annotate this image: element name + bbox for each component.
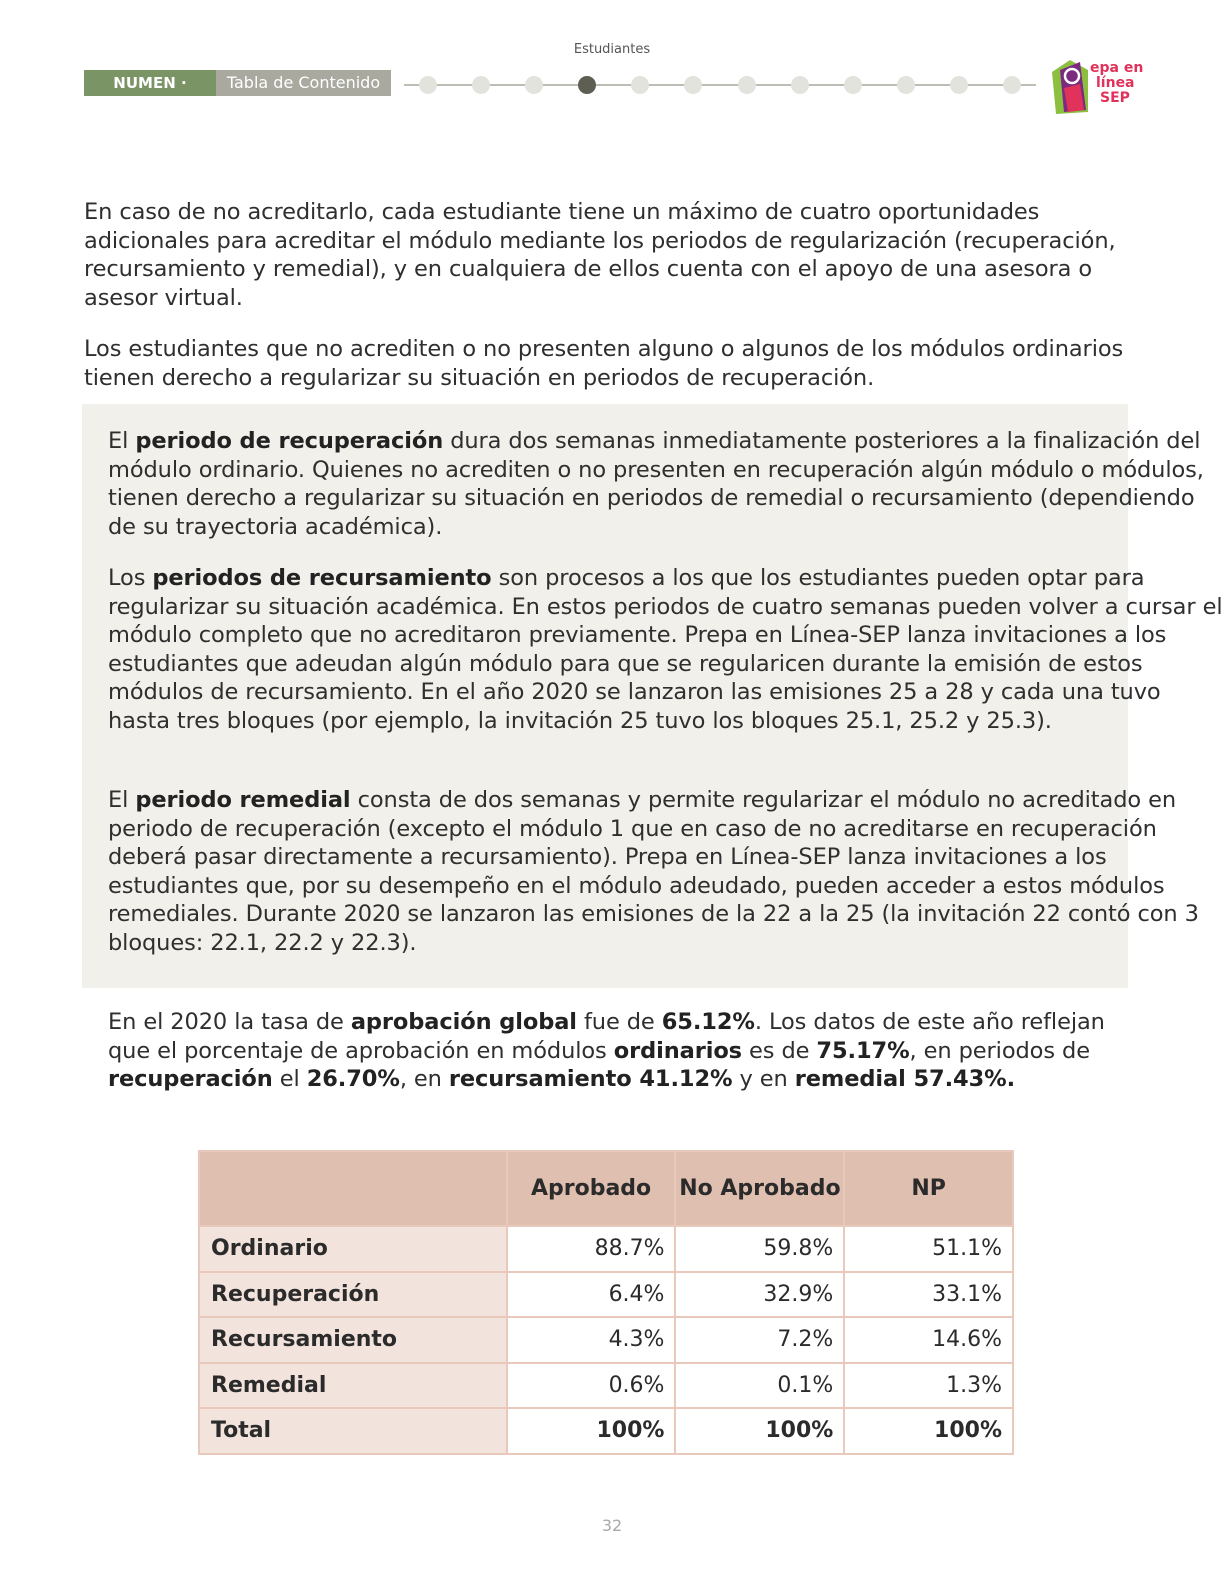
table-row bbox=[199, 1272, 1013, 1318]
table-header-not-approved: No Aprobado bbox=[675, 1151, 844, 1226]
remedial-period-definition: El periodo remedial consta de dos semanas y permite regularizar el módulo no acreditado en periodo de recuperación (excepto el módulo 1 que en caso de no acreditarse en recuperación deberá pasar directamente a recursamiento). Prepa en Línea-SEP lanza invitaciones a los estudiantes que, por su desempeño en el módulo adeudado, pueden acceder a estos módulos remediales. Durante 2020 se lanzaron las emisiones de la 22 a la 25 (la invitación 22 contó con 3 bloques: 22.1, 22.2 y 22.3). bbox=[108, 787, 1199, 956]
progress-dot[interactable] bbox=[684, 76, 702, 94]
table-header-np: NP bbox=[844, 1151, 1013, 1226]
table-header-approved: Aprobado bbox=[507, 1151, 676, 1226]
svg-text:epa en: epa en bbox=[1090, 60, 1144, 76]
row-label: Remedial bbox=[199, 1363, 507, 1409]
section-title: Estudiantes bbox=[573, 42, 651, 57]
table-cell: 4.3% bbox=[507, 1317, 676, 1363]
recovery-period-definition: El periodo de recuperación dura dos semanas inmediatamente posteriores a la finalización del módulo ordinario. Quienes no acrediten o no presenten en recuperación algún módulo o módulos, tienen derecho a regularizar su situación en periodos de remedial o recursamiento (dependiendo de su trayectoria académica). bbox=[108, 428, 1204, 540]
approval-table bbox=[198, 1150, 1014, 1455]
progress-dot[interactable] bbox=[1003, 76, 1021, 94]
svg-text:línea: línea bbox=[1096, 75, 1135, 91]
paragraph-opportunities: En caso de no acreditarlo, cada estudiante tiene un máximo de cuatro oportunidades adicionales para acreditar el módulo mediante los periodos de regularización (recuperación, recursamiento y remedial), y en cualquiera de ellos cuenta con el apoyo de una asesora o asesor virtual. bbox=[84, 199, 1116, 311]
progress-dot[interactable] bbox=[738, 76, 756, 94]
table-cell: 51.1% bbox=[844, 1226, 1013, 1272]
table-row bbox=[199, 1226, 1013, 1272]
progress-dot[interactable] bbox=[631, 76, 649, 94]
row-label: Total bbox=[199, 1408, 507, 1454]
table-header-row bbox=[199, 1151, 1013, 1226]
table-cell: 0.1% bbox=[675, 1363, 844, 1409]
table-cell: 33.1% bbox=[844, 1272, 1013, 1318]
progress-dot[interactable] bbox=[950, 76, 968, 94]
table-cell: 88.7% bbox=[507, 1226, 676, 1272]
row-label: Recuperación bbox=[199, 1272, 507, 1318]
progress-dot[interactable] bbox=[472, 76, 490, 94]
svg-text:SEP: SEP bbox=[1100, 90, 1130, 106]
row-label: Ordinario bbox=[199, 1226, 507, 1272]
table-cell: 100% bbox=[507, 1408, 676, 1454]
numen-label: NUMEN · 2020 bbox=[84, 70, 216, 96]
progress-dot[interactable] bbox=[525, 76, 543, 94]
table-cell: 6.4% bbox=[507, 1272, 676, 1318]
table-cell: 0.6% bbox=[507, 1363, 676, 1409]
table-cell: 100% bbox=[675, 1408, 844, 1454]
progress-dot[interactable] bbox=[419, 76, 437, 94]
table-of-contents-link[interactable]: Tabla de Contenido bbox=[216, 70, 391, 96]
approval-summary: En el 2020 la tasa de aprobación global fue de 65.12%. Los datos de este año reflejan que el porcentaje de aprobación en módulos ordinarios es de 75.17%, en periodos de recuperación el 26.70%, en recursamiento 41.12% y en remedial 57.43%. bbox=[108, 1009, 1105, 1093]
progress-dot[interactable] bbox=[791, 76, 809, 94]
paragraph-recovery-right: Los estudiantes que no acrediten o no presenten alguno o algunos de los módulos ordinarios tienen derecho a regularizar su situación en periodos de recuperación. bbox=[84, 336, 1124, 391]
table-cell: 100% bbox=[844, 1408, 1013, 1454]
page-number: 32 bbox=[601, 1516, 623, 1535]
table-cell: 32.9% bbox=[675, 1272, 844, 1318]
progress-dot[interactable] bbox=[844, 76, 862, 94]
table-total-row bbox=[199, 1408, 1013, 1454]
table-cell: 7.2% bbox=[675, 1317, 844, 1363]
progress-line bbox=[404, 84, 1036, 86]
table-header-empty bbox=[199, 1151, 507, 1226]
table-cell: 14.6% bbox=[844, 1317, 1013, 1363]
prepa-en-linea-logo[interactable] bbox=[1050, 54, 1144, 116]
retake-period-definition: Los periodos de recursamiento son procesos a los que los estudiantes pueden optar para regularizar su situación académica. En estos periodos de cuatro semanas pueden volver a cursar el módulo completo que no acreditaron previamente. Prepa en Línea-SEP lanza invitaciones a los estudiantes que adeudan algún módulo para que se regularicen durante la emisión de estos módulos de recursamiento. En el año 2020 se lanzaron las emisiones 25 a 28 y cada una tuvo hasta tres bloques (por ejemplo, la invitación 25 tuvo los bloques 25.1, 25.2 y 25.3). bbox=[108, 565, 1223, 734]
table-cell: 1.3% bbox=[844, 1363, 1013, 1409]
section-progress bbox=[404, 76, 1036, 94]
table-row bbox=[199, 1317, 1013, 1363]
table-cell: 59.8% bbox=[675, 1226, 844, 1272]
progress-dot[interactable] bbox=[578, 76, 596, 94]
table-row bbox=[199, 1363, 1013, 1409]
header-badge bbox=[84, 70, 391, 118]
progress-dot[interactable] bbox=[897, 76, 915, 94]
row-label: Recursamiento bbox=[199, 1317, 507, 1363]
